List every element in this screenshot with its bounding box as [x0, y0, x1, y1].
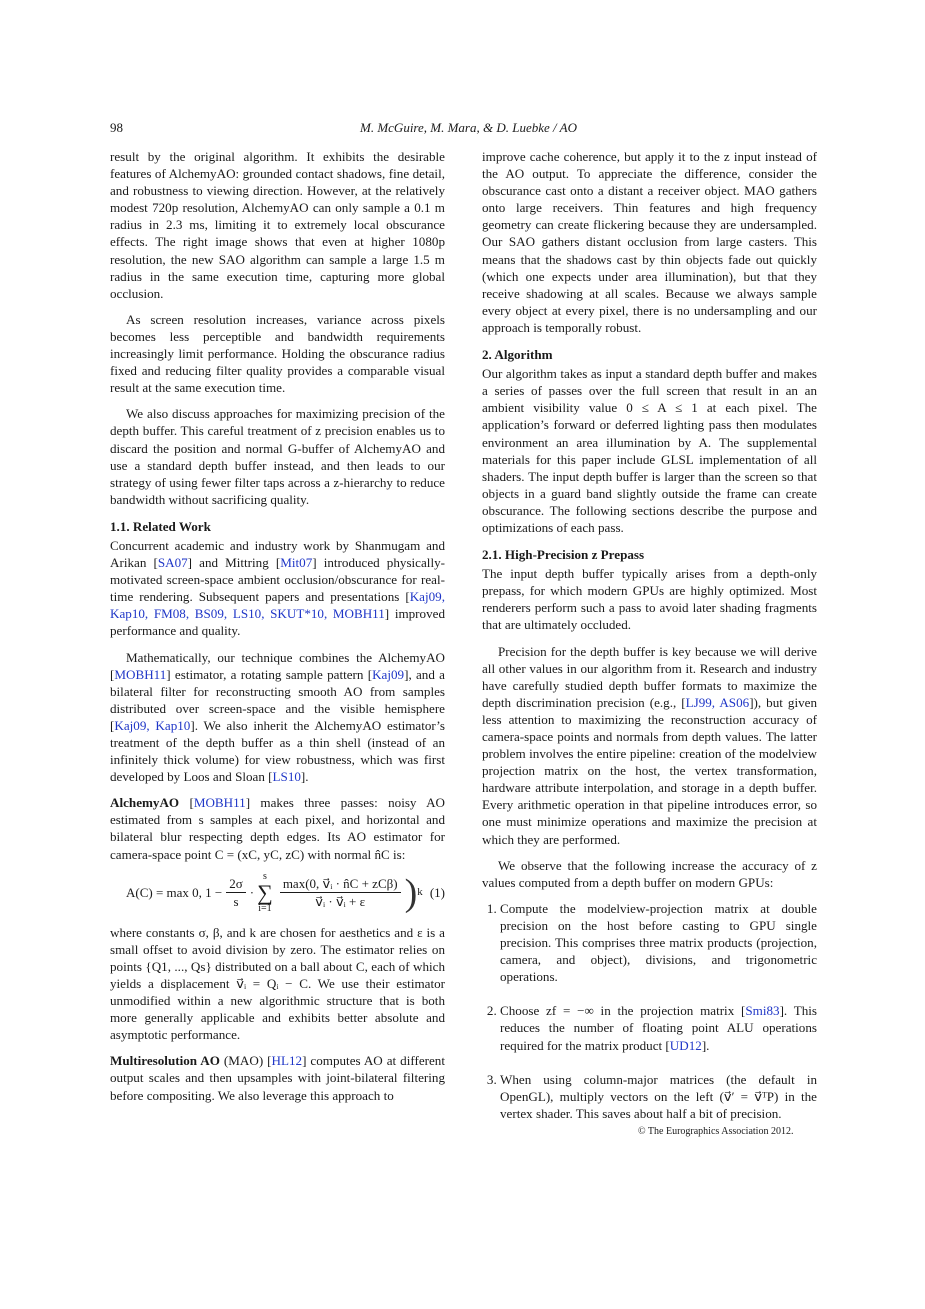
summation	[257, 872, 273, 914]
section-heading-related-work: 1.1. Related Work	[110, 518, 211, 534]
text: (MAO) [	[219, 1053, 272, 1069]
paragraph: improve cache coherence, but apply it to the z input instead of the AO output. To appreciate the difference, consider the obscurance cast onto a distant a receiver object. MAO gathers onto large receivers. Thin features and high frequency geometry can create flickering because they are undersampled. Our SAO gathers distant occlusion from large casters. This means that the shadows cast by thin objects fade out quickly (which one expects under area illumination), but that they receive shadowing at all scales. Because we always sample every object at every pixel, there is no undersampling and our approach is temporally robust.	[482, 149, 817, 335]
text: [	[179, 795, 194, 811]
left-column	[110, 148, 445, 1113]
text: ] estimator, a rotating sample pattern [	[166, 666, 373, 682]
citation-link[interactable]: MOBH11	[114, 666, 167, 682]
bold-term: AlchemyAO	[110, 795, 180, 811]
text: ] and Mittring [	[187, 555, 281, 571]
page-number: 98	[110, 120, 123, 135]
right-column	[482, 148, 817, 1139]
dot-operator: ·	[249, 885, 255, 901]
text: ]), but given less attention to maximizing the reconstruction accuracy of camera-space points and normals from depth values. The latter problem involves the entire pipeline: creation of the modelview projection matrix on the host, the vertex transformation, hardware attribute interpolation, and storage in a depth buffer. Every arithmetic operation in that pipeline introduces error, so one must minimize operations and maximize the precision at which they are performed.	[482, 694, 817, 847]
right-paren: )	[404, 871, 418, 914]
fraction	[226, 875, 246, 910]
citation-link[interactable]: SA07	[157, 555, 188, 571]
sum-upper: s	[263, 870, 267, 882]
citation-link[interactable]: LJ99, AS06	[685, 694, 750, 710]
paragraph	[110, 649, 445, 786]
copyright-notice: © The Eurographics Association 2012.	[638, 1126, 794, 1137]
numbered-list	[482, 900, 817, 1122]
sum-lower: i=1	[258, 902, 272, 914]
denominator: s	[233, 894, 239, 910]
text: Precision for the depth buffer is key because we will derive all other values in our algorithm from it. Research and industry have carefully studied depth buffer formats to maximize the depth discrimination precision (e.g., [	[482, 643, 817, 710]
bold-term: Multiresolution AO	[110, 1053, 220, 1069]
paragraph: We observe that the following increase the accuracy of z values computed from a depth buffer on modern GPUs:	[482, 857, 817, 890]
citation-link[interactable]: MOBH11	[193, 795, 246, 811]
text: ] introduced physically-motivated screen-space ambient occlusion/obscurance for real-time rendering. Subsequent papers and presentations [	[110, 555, 445, 605]
paragraph	[110, 537, 445, 640]
citation-link[interactable]: Mit07	[280, 555, 313, 571]
text: Concurrent academic and industry work by Shanmugam and Arikan [	[110, 537, 445, 571]
citation-link[interactable]: UD12	[669, 1037, 702, 1053]
equation-number: (1)	[429, 885, 445, 901]
text: ] computes AO at different output scales and then upsamples with joint-bilateral filtering before compositing. We also leverage this approach to	[110, 1053, 445, 1103]
list-item: 1. Compute the modelview-projection matrix at double precision on the host before casting to GPU single precision. This comprises three matrix products (projection, camera, and object), divisions, and trigonometric operations.	[500, 900, 817, 985]
text: ] makes three passes: noisy AO estimated from s samples at each pixel, and horizontal and bilateral blur respecting depth edges. Its AO estimator for camera-space point C = (xC, yC, zC) with normal n̂C is:	[110, 795, 445, 862]
citation-link[interactable]: HL12	[271, 1053, 303, 1069]
paragraph: The input depth buffer typically arises from a depth-only prepass, for which modern GPUs are highly optimized. Most renderers perform such a pass to avoid later shading fragments that are ultimately occluded.	[482, 566, 817, 633]
equation-body	[126, 872, 423, 914]
text: ], and a bilateral filter for reconstructing smooth AO from samples distributed over screen-space and the visible hemisphere [	[110, 666, 445, 733]
citation-link[interactable]: Kaj09, Kap10	[114, 717, 191, 733]
paragraph: where constants σ, β, and k are chosen for aesthetics and ε is a small offset to avoid division by zero. The estimator relies on points {Q1, ..., Qs} distributed on a ball about C, each of which yields a displacement v⃗ᵢ = Qᵢ − C. We use their estimator unmodified within a new algorithmic structure that is both more generally applicable and exhibits better absolute and asymptotic performance.	[110, 924, 445, 1043]
paragraph: result by the original algorithm. It exhibits the desirable features of AlchemyAO: grounded contact shadows, fine detail, and robustness to viewing direction. However, at the relatively modest 720p resolution, AlchemyAO can only sample a 0.1 m radius in 2.3 ms, limiting it to extremely local obscurance effects. The right image shows that even at higher 1080p resolution, the new SAO algorithm can sample a large 1.5 m radius in the same execution time, capturing more global occlusion.	[110, 149, 445, 301]
citation-link[interactable]: Kaj09, Kap10, FM08, BS09, LS10, SKUT*10, MOBH11	[110, 589, 445, 622]
fraction	[280, 875, 401, 910]
running-title: M. McGuire, M. Mara, & D. Luebke / AO	[360, 120, 577, 135]
equation-lhs: A(C) = max 0, 1 −	[126, 885, 223, 901]
paragraph	[110, 1052, 445, 1103]
exponent: k	[417, 886, 423, 899]
text: ].	[701, 1037, 710, 1053]
section-heading-algorithm: 2. Algorithm	[482, 347, 553, 363]
numerator: max(0, v⃗ᵢ · n̂C + zCβ)	[280, 875, 401, 893]
text: Choose zf = −∞ in the projection matrix [	[500, 1003, 746, 1019]
citation-link[interactable]: Smi83	[745, 1003, 780, 1019]
citation-link[interactable]: LS10	[272, 769, 301, 785]
text: Mathematically, our technique combines the AlchemyAO [	[110, 649, 445, 682]
denominator: v⃗ᵢ · v⃗ᵢ + ε	[315, 894, 366, 910]
numerator: 2σ	[226, 875, 246, 893]
paragraph: We also discuss approaches for maximizing precision of the depth buffer. This careful treatment of z precision enables us to discard the position and normal G-buffer of AlchemyAO and use a standard depth buffer instead, and then leads to our strategy of using fewer filter taps across a z-hierarchy to reduce bandwidth without sacrificing quality.	[110, 406, 445, 507]
paragraph	[482, 643, 817, 848]
list-item: 3. When using column-major matrices (the default in OpenGL), multiply vectors on the left (v⃗′ = v⃗ᵀP) in the vertex shader. This saves about half a bit of precision.	[500, 1071, 817, 1122]
text: ].	[300, 769, 309, 785]
text: ]. This reduces the number of floating point ALU operations required for the matrix product [	[500, 1003, 817, 1053]
paragraph	[110, 794, 445, 862]
citation-link[interactable]: Kaj09	[372, 666, 405, 682]
paragraph: As screen resolution increases, variance across pixels becomes less perceptible and bandwidth requirements increasingly limit performance. Holding the obscurance radius fixed and reducing filter quality provides a comparable visual result at the same execution time.	[110, 311, 445, 396]
section-heading-prepass: 2.1. High-Precision z Prepass	[482, 547, 645, 563]
equation-1	[126, 872, 445, 914]
paragraph: Our algorithm takes as input a standard depth buffer and makes a series of passes over the full screen that result in an an ambient visibility value 0 ≤ A ≤ 1 at each pixel. The application’s forward or deferred lighting pass then modulates environment an area illumination by A. The supplemental materials for this paper include GLSL implementation of all shaders. The input depth buffer is larger than the screen so that objects in a guard band slightly outside the frame can create obscurance. The following sections describe the purpose and optimizations of each pass.	[482, 366, 817, 535]
text: ]. We also inherit the AlchemyAO estimator’s treatment of the depth buffer as a thin shell (instead of an infinitely thick volume) for view robustness, which was first developed by Loos and Sloan [	[110, 717, 445, 785]
list-item	[500, 1002, 817, 1053]
sigma-symbol: ∑	[257, 879, 273, 905]
text: ] improved performance and quality.	[110, 606, 445, 639]
